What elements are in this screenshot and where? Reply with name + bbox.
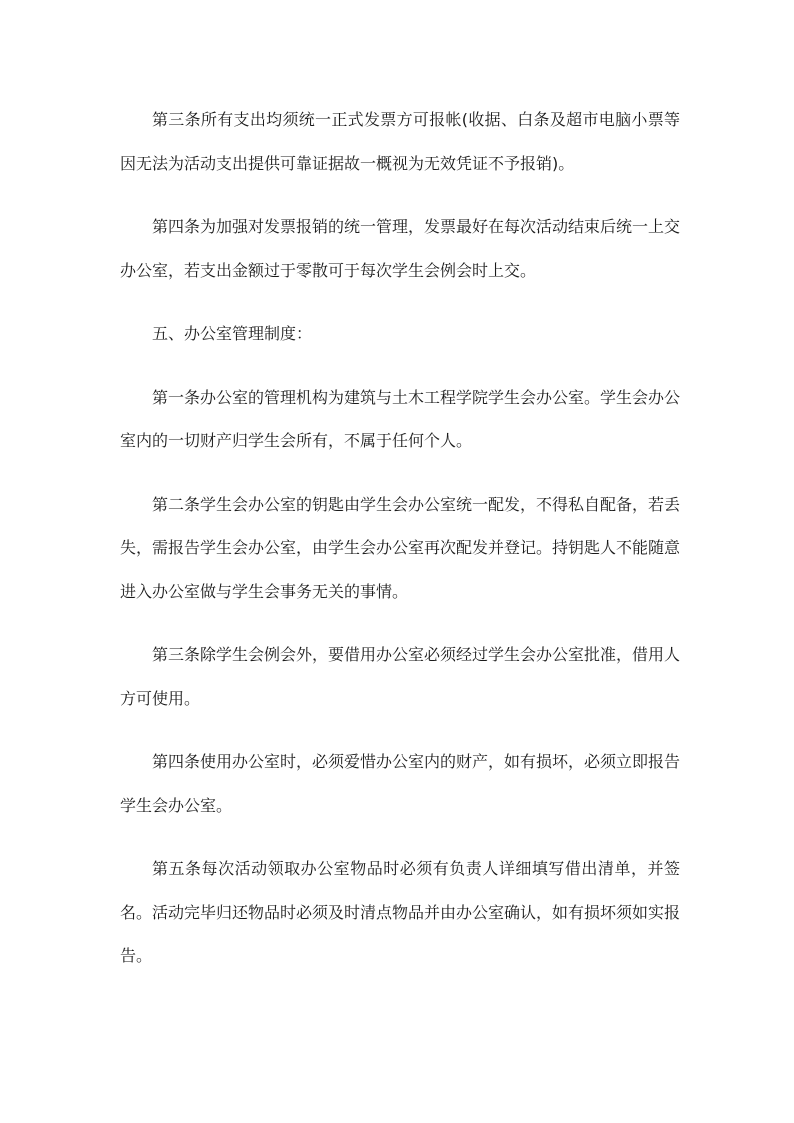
paragraph-office-article-3: 第三条除学生会例会外，要借用办公室必须经过学生会办公室批准，借用人方可使用。 [120,645,681,708]
section-heading-office-rules: 五、办公室管理制度： [152,324,313,343]
paragraph-article-3-invoices: 第三条所有支出均须统一正式发票方可报帐(收据、白条及超市电脑小票等因无法为活动支出提供可靠证据故一概视为无效凭证不予报销)。 [120,110,680,173]
document-body [120,98,680,998]
paragraph-office-article-5: 第五条每次活动领取办公室物品时必须有负责人详细填写借出清单，并签名。活动完毕归还物品时必须及时清点物品并由办公室确认，如有损坏须如实报告。 [120,859,681,965]
paragraph-office-article-4: 第四条使用办公室时，必须爱惜办公室内的财产，如有损坏，必须立即报告学生会办公室。 [120,752,681,815]
paragraph-office-article-1: 第一条办公室的管理机构为建筑与土木工程学院学生会办公室。学生会办公室内的一切财产归学生会所有，不属于任何个人。 [120,387,681,450]
paragraph-office-article-2: 第二条学生会办公室的钥匙由学生会办公室统一配发，不得私自配备，若丢失，需报告学生会办公室，由学生会办公室再次配发并登记。持钥匙人不能随意进入办公室做与学生会事务无关的事情。 [120,494,681,601]
paragraph-article-4-invoice-management: 第四条为加强对发票报销的统一管理，发票最好在每次活动结束后统一上交办公室，若支出金额过于零散可于每次学生会例会时上交。 [120,217,681,280]
